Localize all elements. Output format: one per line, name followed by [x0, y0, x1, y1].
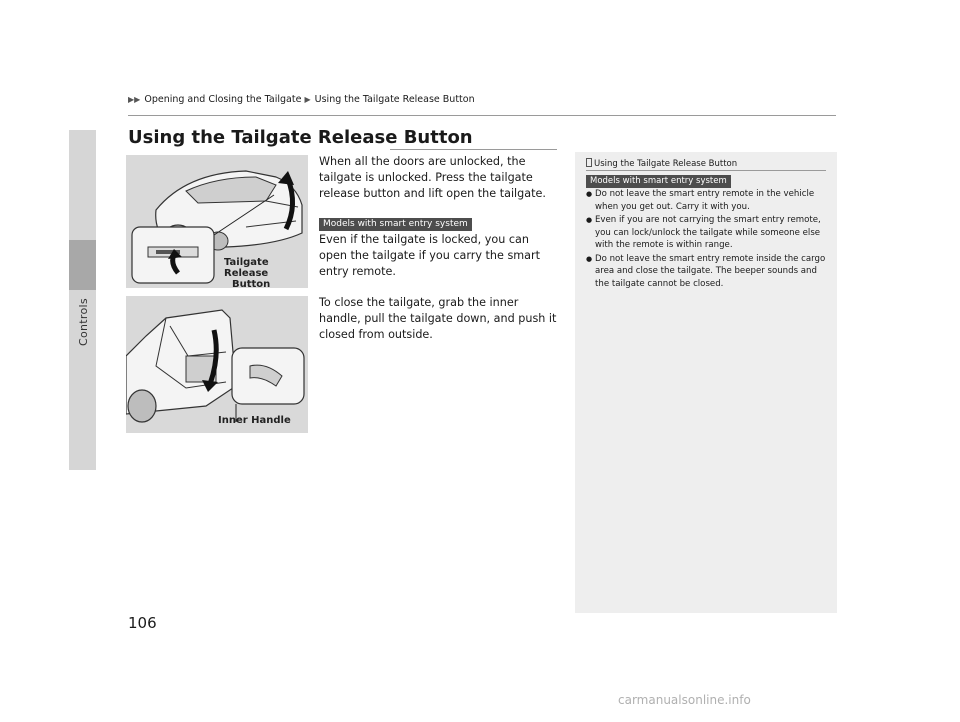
watermark[interactable]: carmanualsonline.info: [618, 693, 751, 707]
note-marker-icon: [586, 158, 592, 167]
inner-handle-illustration: [126, 296, 308, 433]
body-paragraph: When all the doors are unlocked, the tailgate is unlocked. Press the tailgate release button and lift open the tailgate.: [319, 155, 546, 200]
page-title: Using the Tailgate Release Button: [128, 127, 473, 148]
model-badge: Models with smart entry system: [319, 218, 472, 231]
breadcrumb: [128, 94, 475, 105]
note-item: ● Even if you are not carrying the smart entry remote, you can lock/unlock the tailgate while someone else with the remote is within range.: [586, 214, 830, 252]
page-number: 106: [128, 614, 157, 632]
figure-label: Tailgate Release: [224, 257, 269, 279]
title-divider: [390, 149, 557, 150]
tailgate-release-figure: [126, 155, 308, 288]
body-paragraph: To close the tailgate, grab the inner handle, pull the tailgate down, and push it closed from outside.: [319, 296, 557, 341]
figure-label: Inner Handle: [218, 415, 291, 426]
header-divider: [128, 115, 836, 116]
inner-handle-figure: [126, 296, 308, 433]
note-list: [586, 188, 830, 291]
note-item: ● Do not leave the smart entry remote inside the cargo area and close the tailgate. The beeper sounds and the tailgate cannot be closed.: [586, 253, 830, 291]
breadcrumb-item[interactable]: Opening and Closing the Tailgate: [144, 94, 302, 105]
sidebar-section-label: Controls: [77, 298, 90, 346]
sidebar-tab-active: [69, 240, 96, 290]
body-paragraph: Even if the tailgate is locked, you can open the tailgate if you carry the smart entry remote.: [319, 233, 541, 278]
breadcrumb-arrow-icon: ▶▶: [128, 95, 141, 104]
note-divider: [586, 170, 826, 171]
breadcrumb-arrow-icon: ▶: [304, 95, 311, 104]
note-item: ● Do not leave the smart entry remote in the vehicle when you get out. Carry it with you.: [586, 188, 830, 213]
model-badge: Models with smart entry system: [586, 175, 731, 188]
note-title: [586, 158, 737, 169]
figure-label: Button: [232, 279, 271, 288]
breadcrumb-item[interactable]: Using the Tailgate Release Button: [314, 94, 475, 105]
note-title-text: Using the Tailgate Release Button: [594, 159, 738, 169]
